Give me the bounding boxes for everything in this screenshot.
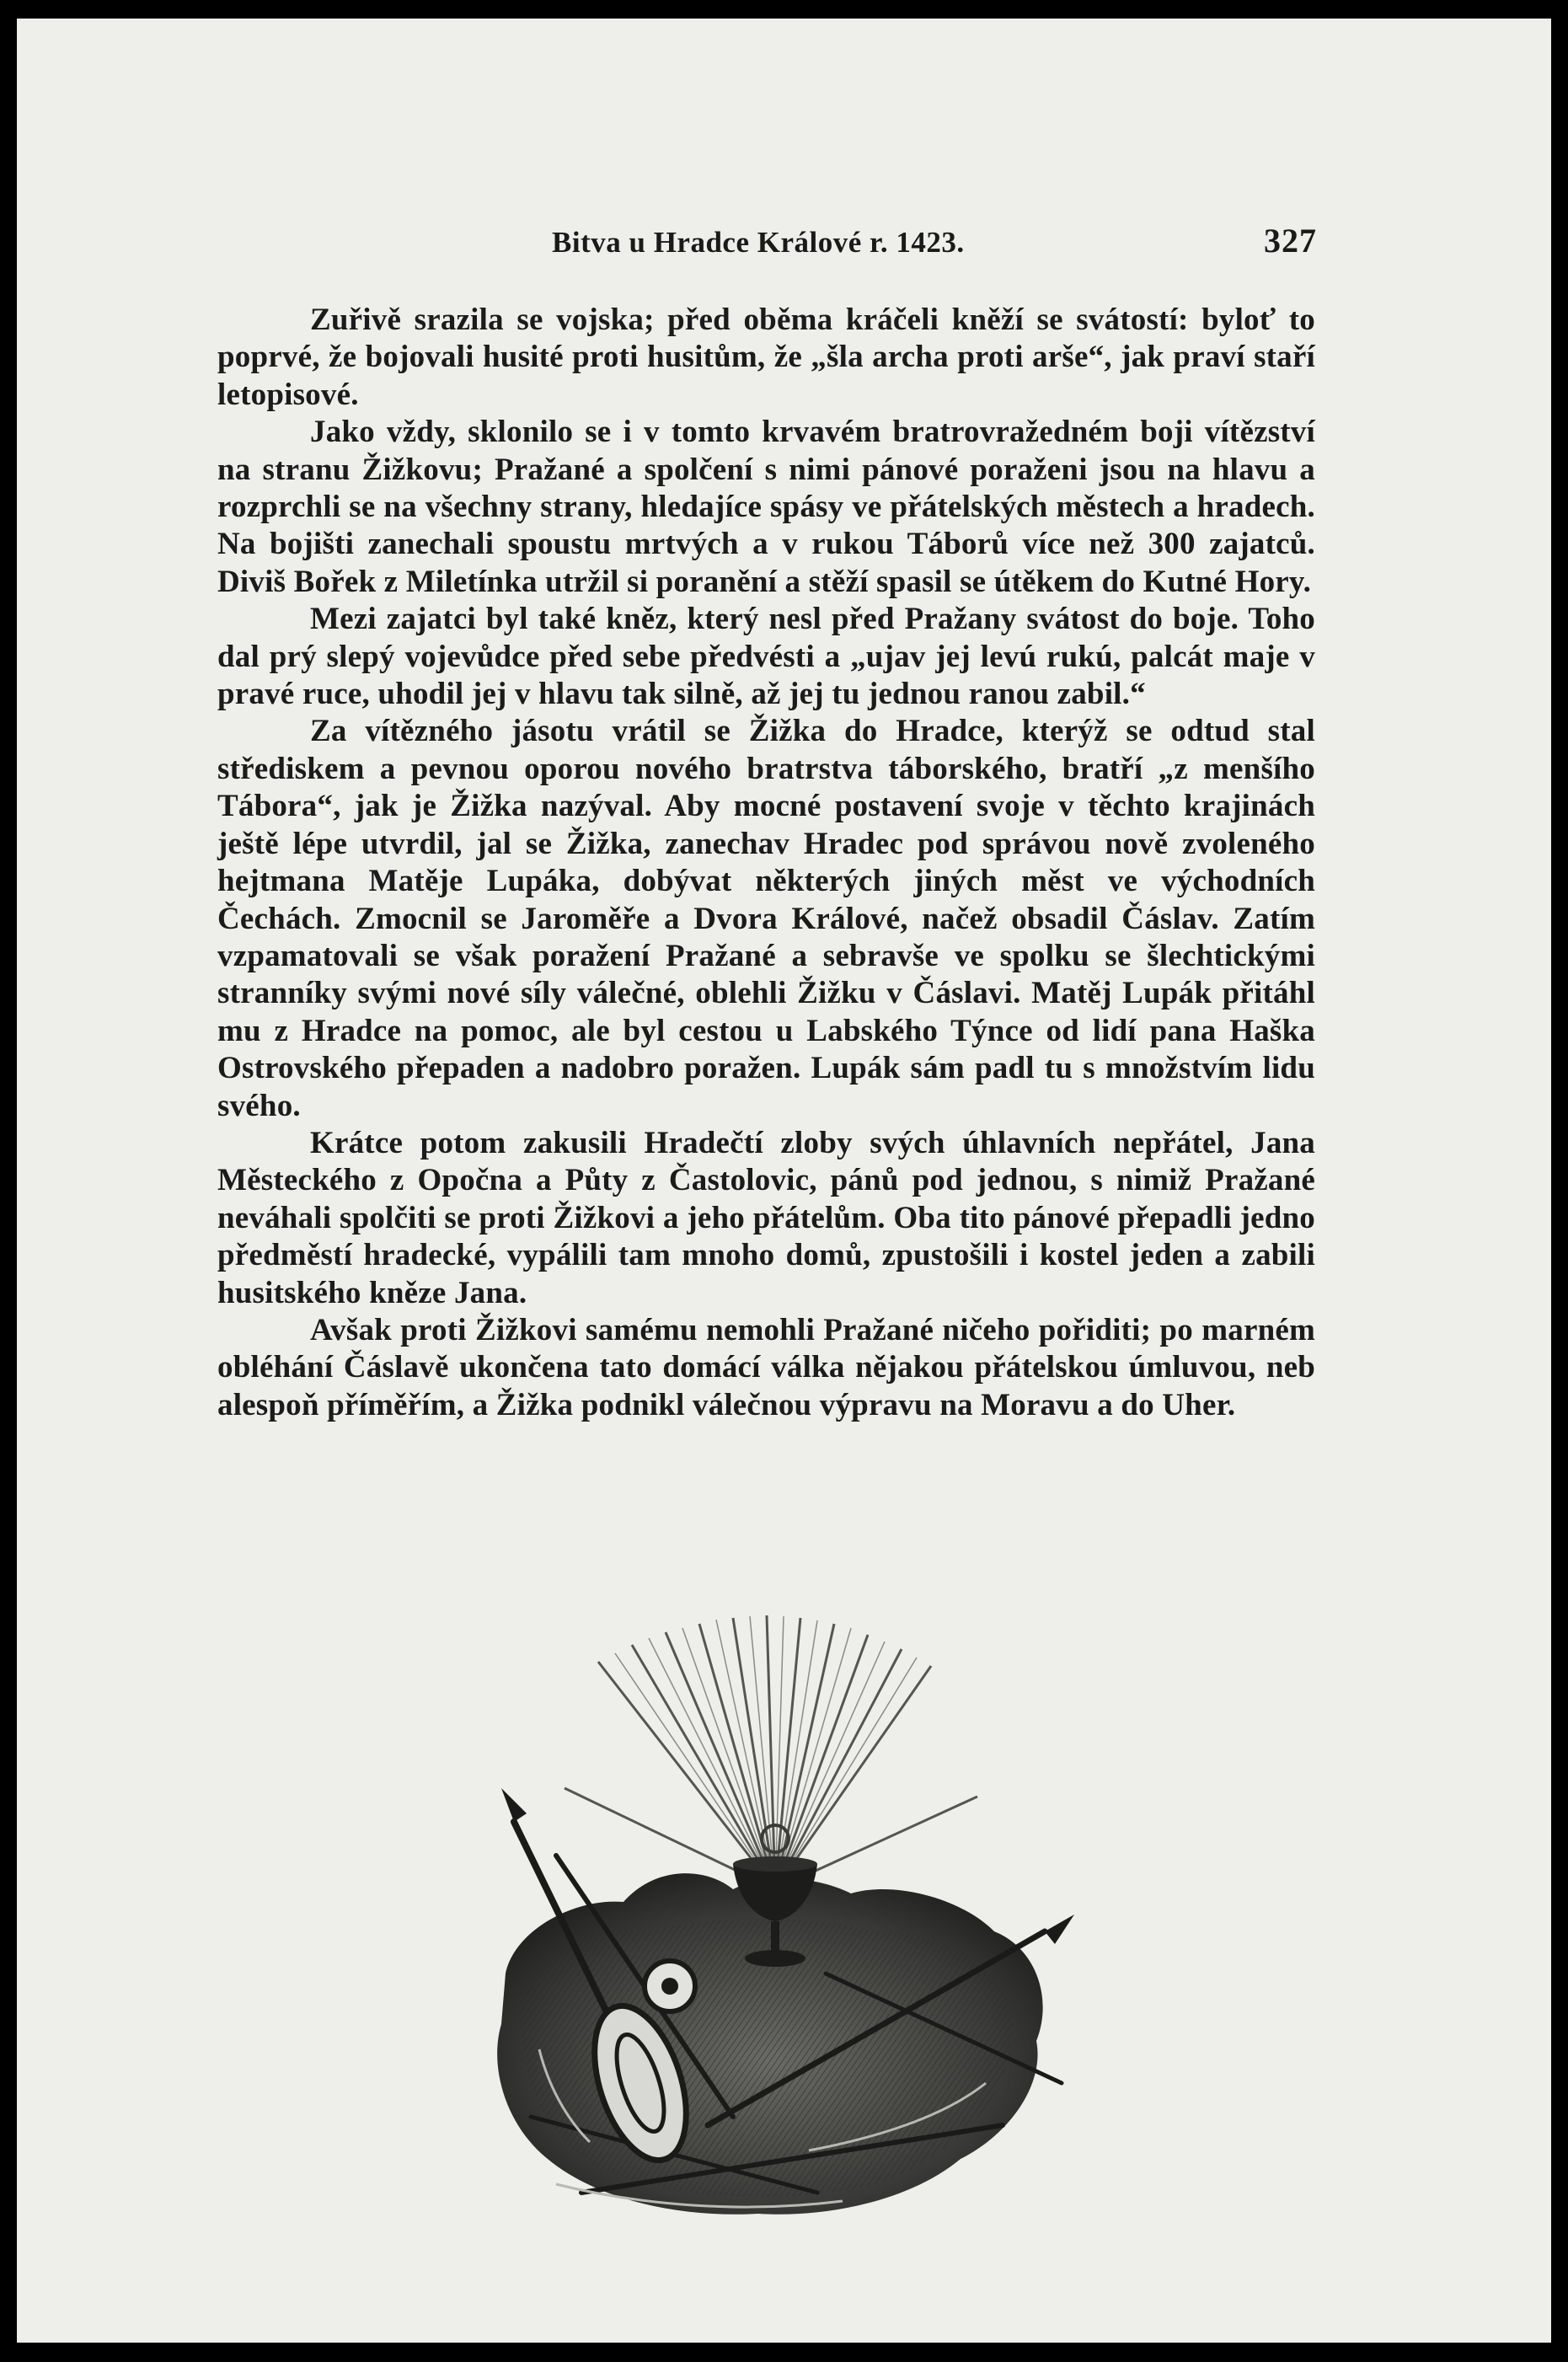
host bbox=[762, 1825, 789, 1852]
page-number: 327 bbox=[1264, 222, 1317, 260]
paragraph-6: Avšak proti Žižkovi samému nemohli Pražané ničeho pořiditi; po marném obléhání Čáslavě ukončena tato domácí válka nějakou přátelskou úmluvou, neb alespoň příměřím, a Žižka podnikl válečnou výpravu na Moravu a do Uher. bbox=[217, 1312, 1315, 1422]
paragraph-4: Za vítězného jásotu vrátil se Žižka do Hradce, kterýž se odtud stal střediskem a pevnou oporou nového bratrstva táborského, bratří „z menšího Tábora“, jak je Žižka nazýval. Aby mocné postavení svoje v těchto krajinách ještě lépe utvrdil, jal se Žižka, zanechav Hradec pod správou nově zvoleného hejtmana Matěje Lupáka, dobývat některých jiných měst ve východních Čechách. Zmocnil se Jaroměře a Dvora Králové, načež obsadil Čáslav. Zatím vzpamatovali se však poražení Pražané a sebravše ve spolku se šlechtickými stranníky svými nové síly válečné, oblehli Žižku v Čáslavi. Matěj Lupák přitáhl mu z Hradce na pomoc, ale byl cestou u Labského Týnce od lidí pana Haška Ostrovského přepaden a nadobro poražen. Lupák sám padl tu s množstvím lidu svého. bbox=[217, 714, 1315, 1123]
body-text bbox=[217, 302, 1315, 1424]
vignette-illustration bbox=[455, 1611, 1095, 2252]
spear-tip bbox=[501, 1788, 527, 1822]
paragraph-1: Zuřivě srazila se vojska; před oběma kráčeli kněží se svátostí: byloť to poprvé, že bojovali husité proti husitům, že „šla archa proti arše“, jak praví staří letopisové. bbox=[217, 303, 1315, 412]
paragraph-5: Krátce potom zakusili Hradečtí zloby svých úhlavních nepřátel, Jana Městeckého z Opočna a Půty z Častolovic, pánů pod jednou, s nimiž Pražané neváhali spolčiti se proti Žižkovi a jeho přátelům. Oba tito pánové přepadli jedno předměstí hradecké, vypálili tam mnoho domů, zpustošili i kostel jeden a zabili husitského kněze Jana. bbox=[217, 1125, 1315, 1310]
page-header bbox=[209, 214, 1317, 273]
running-title: Bitva u Hradce Králové r. 1423. bbox=[552, 226, 965, 259]
book-page bbox=[17, 19, 1551, 2343]
chalice-and-weapons-engraving bbox=[455, 1611, 1095, 2252]
paragraph-3: Mezi zajatci byl také kněz, který nesl před Pražany svátost do boje. Toho dal prý slepý vojevůdce před sebe předvésti a „ujav jej levú rukú, palcát maje v pravé ruce, uhodil jej v hlavu tak silně, až jej tu jednou ranou zabil.“ bbox=[217, 602, 1315, 712]
paragraph-2: Jako vždy, sklonilo se i v tomto krvavém bratrovražedném boji vítězství na stranu Žižkovu; Pražané a spolčení s nimi pánové poraženi jsou na hlavu a rozprchli se na všechny strany, hledajíce spásy ve přátelských městech a hradech. Na bojišti zanechali spoustu mrtvých a v rukou Táborů více než 300 zajatců. Diviš Bořek z Miletínka utržil si poranění a stěží spasil se útěkem do Kutné Hory. bbox=[217, 415, 1315, 599]
